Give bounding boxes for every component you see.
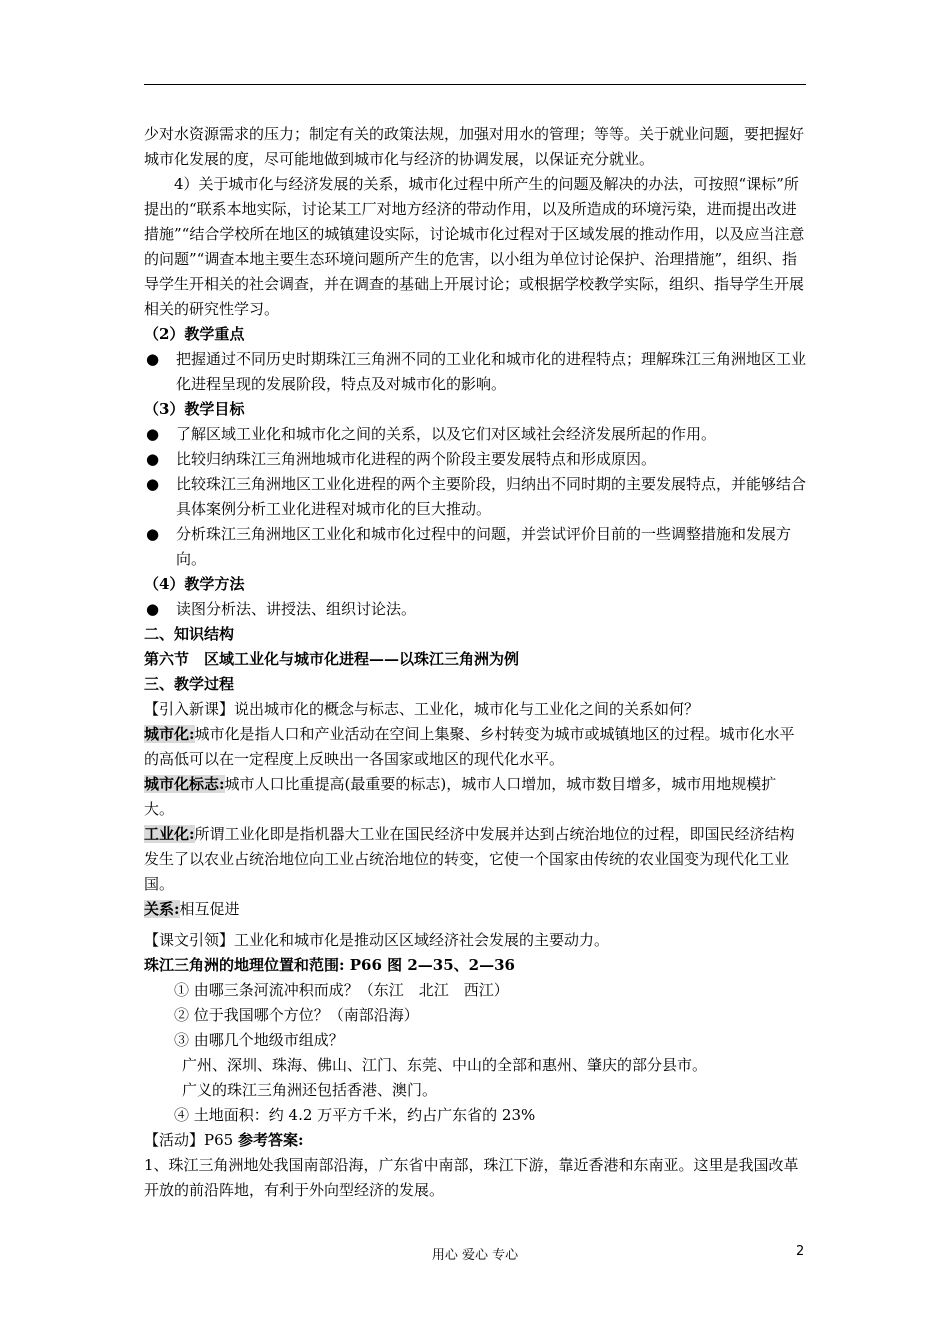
bullet-icon: ● [146, 600, 160, 618]
answer-1: 1、珠江三角洲地处我国南部沿海，广东省中南部，珠江下游，靠近香港和东南亚。这里是我国改革开放的前沿阵地，有利于外向型经济的发展。 [144, 1156, 799, 1199]
paragraph-2: 4）关于城市化与经济发展的关系，城市化过程中所产生的问题及解决的办法，可按照“课标”所提出的“联系本地实际，讨论某工厂对地方经济的带动作用，以及所造成的环境污染，进而提出改进措施”“结合学校所在地区的城镇建设实际，讨论城市化过程对于区域发展的推动作用，以及应当注意的问题”“调查本地主要生态环境问题所产生的危害，以小组为单位讨论保护、治理措施”，组织、指导学生开相关的社会调查，并在调查的基础上开展讨论；或根据学校教学实际，组织、指导学生开展相关的研究性学习。 [144, 175, 805, 318]
list-item: ● 比较归纳珠江三角洲地城市化进程的两个阶段主要发展特点和形成原因。 [144, 447, 806, 472]
heading-focus: （2）教学重点 [144, 325, 245, 343]
bullet-icon: ● [146, 425, 160, 443]
list-item: ● 分析珠江三角洲地区工业化和城市化过程中的问题，并尝试评价目前的一些调整措施和发展方向。 [144, 522, 806, 572]
heading-process: 三、教学过程 [144, 675, 235, 693]
question-4: ④ 土地面积：约 4.2 万平方千米，约占广东省的 23% [174, 1106, 536, 1124]
question-3: ③ 由哪几个地级市组成？ [174, 1031, 344, 1049]
activity-heading: 【活动】P65 参考答案: [144, 1131, 304, 1149]
location-title: 珠江三角洲的地理位置和范围: P66 图 2—35、2—36 [144, 956, 515, 974]
heading-structure: 二、知识结构 [144, 625, 235, 643]
bullet-icon: ● [146, 350, 160, 368]
page-number: 2 [796, 1244, 805, 1259]
term-urban-sign: 城市化标志: [144, 775, 225, 793]
intro-paragraph: 【引入新课】说出城市化的概念与标志、工业化，城市化与工业化之间的关系如何？ [144, 700, 700, 718]
term-relation: 关系: [144, 900, 180, 918]
question-1: ① 由哪三条河流冲积而成？（东江 北江 西江） [174, 981, 509, 999]
definition-urban-sign: 城市化标志:城市人口比重提高(最重要的标志)，城市人口增加，城市数目增多，城市用地规模扩大。 [144, 775, 777, 818]
list-item: ● 读图分析法、讲授法、组织讨论法。 [144, 597, 806, 622]
list-item: ● 比较珠江三角洲地区工业化进程的两个主要阶段，归纳出不同时期的主要发展特点，并能够结合具体案例分析工业化进程对城市化的巨大推动。 [144, 472, 806, 522]
list-item: ● 了解区域工业化和城市化之间的关系，以及它们对区域社会经济发展所起的作用。 [144, 422, 806, 447]
term-industrialization: 工业化: [144, 825, 195, 843]
paragraph-1: 少对水资源需求的压力；制定有关的政策法规，加强对用水的管理；等等。关于就业问题，要把握好城市化发展的度，尽可能地做到城市化与经济的协调发展，以保证充分就业。 [144, 125, 805, 168]
term-urbanization: 城市化: [144, 725, 195, 743]
question-3-answer-a: 广州、深圳、珠海、佛山、江门、东莞、中山的全部和惠州、肇庆的部分县市。 [182, 1056, 708, 1074]
definition-industrialization: 工业化:所谓工业化即是指机器大工业在国民经济中发展并达到占统治地位的过程，即国民经济结构发生了以农业占统治地位向工业占统治地位的转变，它使一个国家由传统的农业国变为现代化工业国。 [144, 825, 795, 893]
page-footer: 用心 爱心 专心 [431, 1248, 519, 1263]
definition-urbanization: 城市化:城市化是指人口和产业活动在空间上集聚、乡村转变为城市或城镇地区的过程。城市化水平的高低可以在一定程度上反映出一各国家或地区的现代化水平。 [144, 725, 795, 768]
document-body [144, 122, 806, 1203]
bullet-icon: ● [146, 475, 160, 493]
bullet-icon: ● [146, 450, 160, 468]
definition-relation: 关系:相互促进 [144, 900, 240, 918]
heading-section: 第六节 区域工业化与城市化进程——以珠江三角洲为例 [144, 650, 520, 668]
question-2: ② 位于我国哪个方位？（南部沿海） [174, 1006, 419, 1024]
heading-goal: （3）教学目标 [144, 400, 245, 418]
header-rule [144, 84, 806, 85]
question-3-answer-b: 广义的珠江三角洲还包括香港、澳门。 [182, 1081, 438, 1099]
bullet-icon: ● [146, 525, 160, 543]
heading-method: （4）教学方法 [144, 575, 245, 593]
lead-paragraph: 【课文引领】工业化和城市化是推动区区域经济社会发展的主要动力。 [144, 931, 610, 949]
list-item: ● 把握通过不同历史时期珠江三角洲不同的工业化和城市化的进程特点；理解珠江三角洲地区工业化进程呈现的发展阶段，特点及对城市化的影响。 [144, 347, 806, 397]
